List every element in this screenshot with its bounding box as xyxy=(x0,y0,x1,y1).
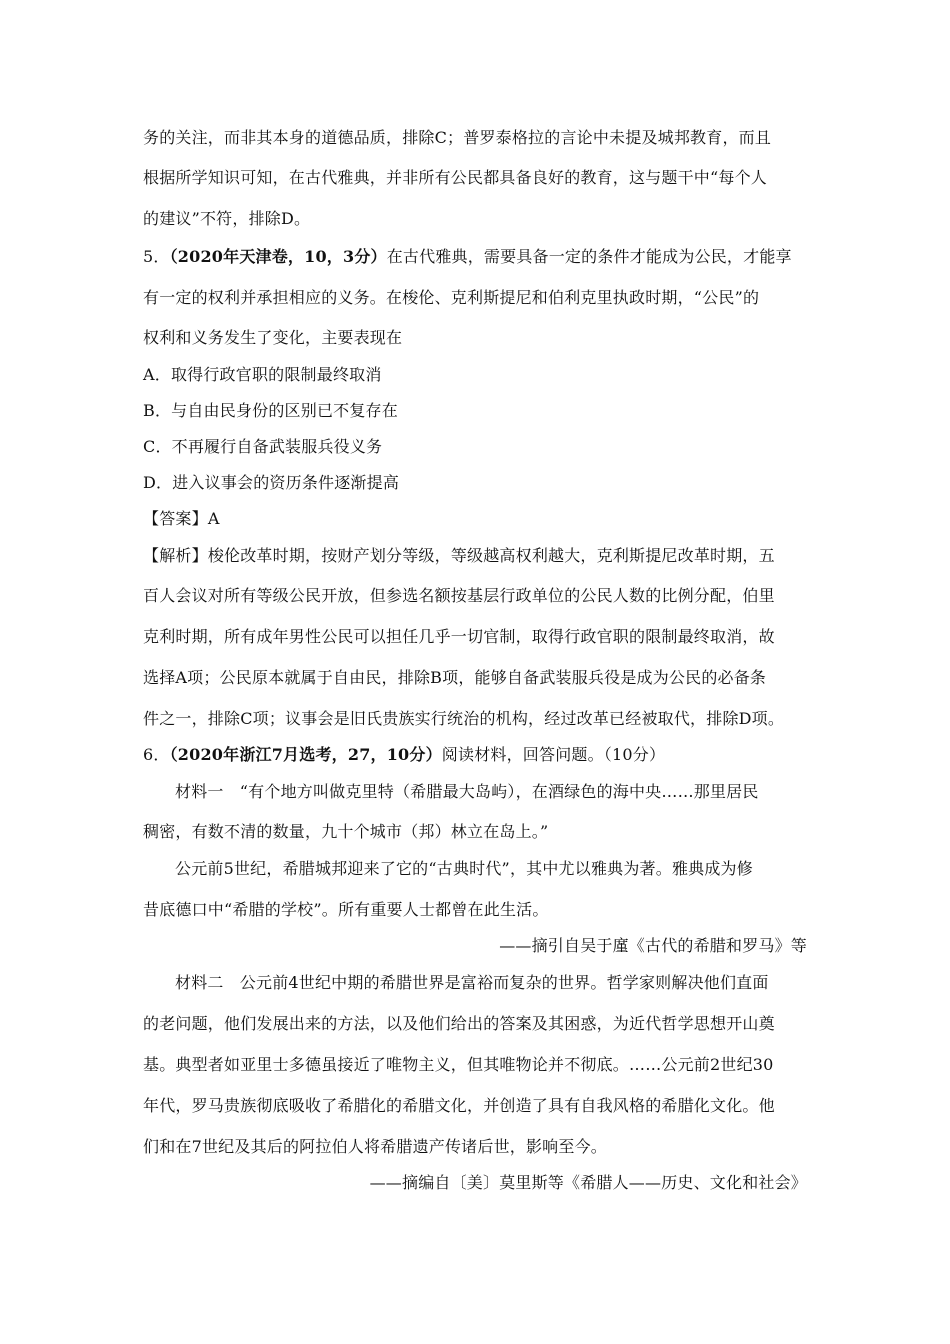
analysis-text-1: 梭伦改革时期，按财产划分等级，等级越高权利越大，克利斯提尼改革时期，五 xyxy=(207,546,775,565)
answer-value: A xyxy=(207,509,220,528)
question-5-stem-3: 权利和义务发生了变化，主要表现在 xyxy=(143,328,403,347)
option-a: A．取得行政官职的限制最终取消 xyxy=(143,365,382,384)
question-5-line-1 xyxy=(143,247,808,267)
question-6-line-1 xyxy=(143,745,808,765)
question-5-stem-1: 在古代雅典，需要具备一定的条件才能成为公民，才能享 xyxy=(386,247,792,266)
question-6-stem: 阅读材料，回答问题。（10分） xyxy=(441,745,666,764)
material-1-line-4: 昔底德口中“希腊的学校”。所有重要人士都曾在此生活。 xyxy=(143,900,549,919)
material-1-line-2: 稠密，有数不清的数量，九十个城市（邦）林立在岛上。” xyxy=(143,822,549,841)
material-2-line-5: 们和在7世纪及其后的阿拉伯人将希腊遗产传诸后世，影响至今。 xyxy=(143,1137,607,1156)
material-2-line-2: 的老问题，他们发展出来的方法，以及他们给出的答案及其困惑，为近代哲学思想开山奠 xyxy=(143,1014,775,1033)
question-5-stem-2: 有一定的权利并承担相应的义务。在梭伦、克利斯提尼和伯利克里执政时期，“公民”的 xyxy=(143,288,760,307)
option-d: D．进入议事会的资历条件逐渐提高 xyxy=(143,473,400,492)
material-1-source: ——摘引自吴于廑《古代的希腊和罗马》等 xyxy=(499,936,807,955)
analysis-line-4: 选择A项；公民原本就属于自由民，排除B项，能够自备武装服兵役是成为公民的必备条 xyxy=(143,668,767,687)
answer-line xyxy=(143,509,808,529)
prev-analysis-line-2: 根据所学知识可知，在古代雅典，并非所有公民都具备良好的教育，这与题干中“每个人 xyxy=(143,168,767,187)
prev-analysis-line-1: 务的关注，而非其本身的道德品质，排除C；普罗泰格拉的言论中未提及城邦教育，而且 xyxy=(143,128,772,147)
analysis-line-5: 件之一，排除C项；议事会是旧氏贵族实行统治的机构，经过改革已经被取代，排除D项。 xyxy=(143,709,785,728)
question-5-number: 5． xyxy=(143,247,170,266)
prev-analysis-line-3: 的建议”不符，排除D。 xyxy=(143,209,311,228)
material-2-line-3: 基。典型者如亚里士多德虽接近了唯物主义，但其唯物论并不彻底。……公元前2世纪30 xyxy=(143,1055,774,1074)
material-2-source: ——摘编自〔美〕莫里斯等《希腊人——历史、文化和社会》 xyxy=(369,1173,807,1192)
question-6-source: （2020年浙江7月选考，27，10分） xyxy=(169,745,442,764)
material-2-line-1: 材料二 公元前4世纪中期的希腊世界是富裕而复杂的世界。哲学家则解决他们直面 xyxy=(175,973,769,992)
analysis-line-3: 克利时期，所有成年男性公民可以担任几乎一切官制，取得行政官职的限制最终取消，故 xyxy=(143,627,775,646)
material-1-line-1: 材料一 “有个地方叫做克里特（希腊最大岛屿），在酒绿色的海中央……那里居民 xyxy=(175,782,759,801)
analysis-line-1 xyxy=(143,546,808,566)
option-c: C．不再履行自备武装服兵役义务 xyxy=(143,437,383,456)
analysis-line-2: 百人会议对所有等级公民开放，但参选名额按基层行政单位的公民人数的比例分配，伯里 xyxy=(143,586,775,605)
material-2-line-4: 年代，罗马贵族彻底吸收了希腊化的希腊文化，并创造了具有自我风格的希腊化文化。他 xyxy=(143,1096,775,1115)
option-b: B．与自由民身份的区别已不复存在 xyxy=(143,401,398,420)
answer-label: 【答案】 xyxy=(143,509,208,528)
material-1-line-3: 公元前5世纪，希腊城邦迎来了它的“古典时代”，其中尤以雅典为著。雅典成为修 xyxy=(175,859,753,878)
question-6-number: 6． xyxy=(143,745,170,764)
question-5-source: （2020年天津卷，10，3分） xyxy=(169,247,387,266)
analysis-label: 【解析】 xyxy=(143,546,208,565)
